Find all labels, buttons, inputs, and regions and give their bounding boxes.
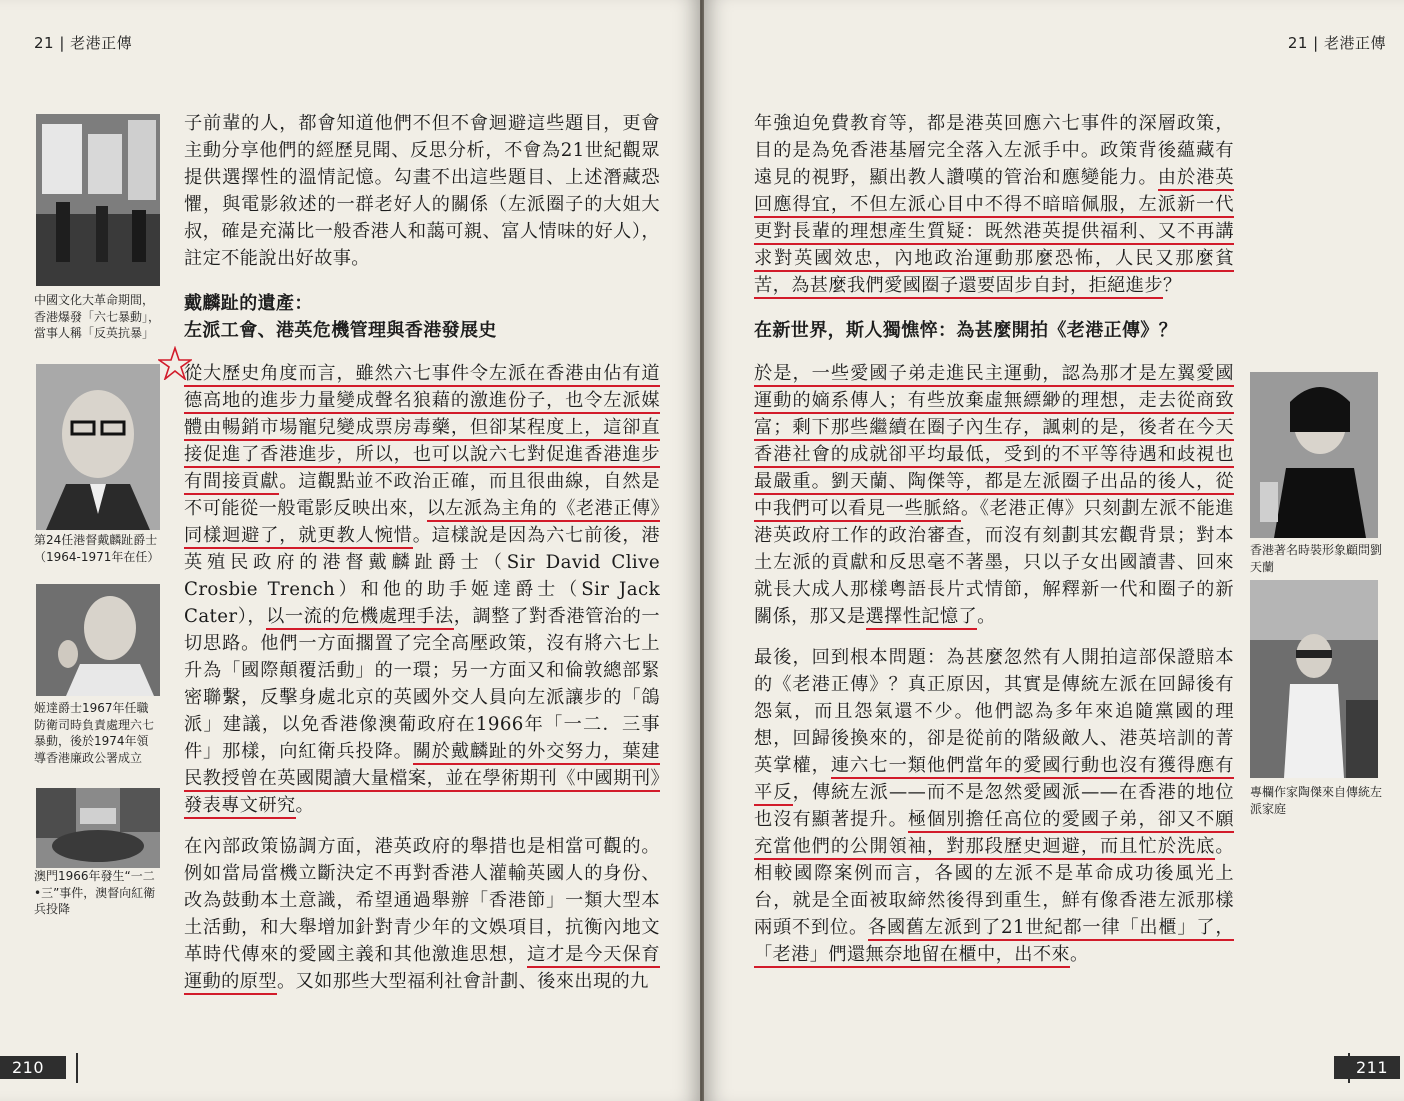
left-page (0, 0, 700, 1101)
text-segment: 。 (295, 795, 315, 816)
caption-trench: 第24任港督戴麟趾爵士（1964-1971年在任） (34, 533, 160, 564)
photo-riot-posters (36, 114, 160, 286)
underlined-text: 由於港英回應得宜，不但左派心目中不得不暗暗佩服，左派新一代更對長輩的理想產生質疑：既然港英提供福利、又不再講求對英國效忠，內地政治運動那麼恐怖，人民又那麼貧苦，為甚麼我們愛國圈子還要固步自封，拒絕進步 (754, 167, 1234, 299)
paragraph-1: 子前輩的人，都會知道他們不但不會迴避這些題目，更會主動分享他們的經歷見聞、反思分析，不會為21世紀觀眾提供選擇性的溫情記憶。勾畫不出這些題目、上述潛藏恐懼，與電影敘述的一群老好人的關係（左派圈子的大姐大叔，確是充滿比一般香港人和藹可親、富人情味的好人），註定不能說出好故事。 (184, 113, 660, 269)
text-segment: 。這觀點並不政治正確，而且很曲線，自然是不可能從一般電影反映出來， (184, 471, 660, 519)
caption-macau: 澳門1966年發生“一二•三”事件，澳督向紅衛兵投降 (34, 869, 156, 916)
caption-riot: 中國文化大革命期間，香港爆發「六七暴動」，當事人稱「反英抗暴」 (34, 293, 161, 340)
text-segment: 。 (1070, 944, 1089, 965)
section-heading (184, 290, 660, 344)
text-segment: 在內部政策協調方面，港英政府的舉措也是相當可觀的。例如當局當機立斷決定不再對香港人灌輸英國人的身份、改為鼓動本土意識，希望通過舉辦「香港節」一類大型本土活動，和大舉增加針對青少年的文娛項目，抗衡內地文革時代傳來的愛國主義和其他激進思想， (184, 836, 660, 965)
text-segment: 最後，回到根本問題：為甚麼忽然有人開拍這部保證賠本的《老港正傳》？真正原因，其實是傳統左派在回歸後有怨氣，而且怨氣還不少。他們認為多年來追隨黨國的理想，回歸後換來的，卻是從前的階級敵人、港英培訓的菁英掌權， (754, 647, 1234, 776)
photo-to-kit (1250, 580, 1378, 778)
page-number-right: 211 (1334, 1056, 1400, 1079)
page-number-left: 210 (0, 1056, 66, 1079)
underlined-text: 於是，一些愛國子弟走進民主運動，認為那才是左翼愛國運動的嫡系傳人；有些放棄虛無縹緲的理想，走去從商致富；剩下那些繼續在圈子內生存，諷刺的是，後者在今天香港社會的成就卻平均最低，受到的不平等待遇和歧視也最嚴重。劉天蘭、陶傑等，都是左派圈子出品的後人，從中我們可以看見一些脈絡 (754, 363, 1234, 522)
text-segment: 。相較國際案例而言，各國的左派不是革命成功後風光上台，就是全面被取締然後得到重生，鮮有像香港左派那樣兩頭不到位。 (754, 836, 1234, 938)
underlined-text: 這才是今天保育運動的原型 (184, 944, 660, 995)
caption-lau: 香港著名時裝形象顧問劉天蘭 (1250, 543, 1383, 574)
photo-jack-cater (36, 584, 160, 696)
photo-david-trench (36, 364, 160, 530)
text-segment: ？ (1162, 275, 1182, 296)
paragraph-3 (754, 644, 1234, 968)
underlined-text: 從大歷史角度而言，雖然六七事件令左派在香港由佔有道德高地的進步力量變成聲名狼藉的激進份子，也令左派媒體由暢銷市場寵兒變成票房毒藥，但卻某程度上，這卻直接促進了香港進步，所以，也可以說六七對促進香港進步有間接貢獻 (184, 363, 660, 495)
text-segment: ，傳統左派——而不是忽然愛國派——在香港的地位也沒有顯著提升。 (754, 782, 1234, 830)
underlined-text: 選擇性記憶了 (866, 606, 978, 630)
right-body-text (754, 110, 1234, 982)
text-segment: 。 (977, 606, 996, 627)
text-segment: 。這樣說是因為六七前後，港英殖民政府的港督戴麟趾爵士（Sir David Clive Crosbie Trench）和他的助手姬達爵士（Sir Jack Cater）， (184, 525, 660, 627)
heading-line-1: 戴麟趾的遺產： (184, 293, 313, 314)
underlined-text: 以左派為主角的《老港正傳》同樣迴避了，就更教人惋惜 (184, 498, 660, 549)
underlined-text: 各國舊左派到了21世紀都一律「出櫃」了，「老港」們還無奈地留在櫃中，出不來 (754, 917, 1234, 968)
heading-line-2: 左派工會、港英危機管理與香港發展史 (184, 320, 497, 341)
text-segment: ，調整了對香港管治的一切思路。他們一方面擱置了完全高壓政策，沒有將六七上升為「國際顛覆活動」的一環；另一方面又和倫敦總部緊密聯繫，反擊身處北京的英國外交人員向左派讓步的「鴿派」建議，以免香港像澳葡政府在1966年「一二．三事件」那樣，向紅衛兵投降。 (184, 606, 660, 762)
underlined-text: 關於戴麟趾的外交努力，葉建民教授曾在英國閱讀大量檔案，並在學術期刊《中國期刊》發表專文研究 (184, 741, 660, 819)
underlined-text: 以一流的危機處理手法 (266, 606, 454, 630)
folio-rule-left (76, 1053, 78, 1083)
running-head-right: 21 | 老港正傳 (1287, 34, 1386, 52)
right-page (704, 0, 1404, 1101)
paragraph-3 (184, 833, 660, 995)
caption-cater: 姬達爵士1967年任職防衛司時負責處理六七暴動，後於1974年領導香港廉政公署成立 (34, 701, 155, 765)
photo-lau-tin-lan (1250, 372, 1378, 538)
caption-to-kit: 專欄作家陶傑來自傳統左派家庭 (1250, 785, 1383, 816)
section-heading: 在新世界，斯人獨憔悴：為甚麼開拍《老港正傳》？ (754, 320, 1178, 341)
text-segment: 。又如那些大型福利社會計劃、後來出現的九 (276, 971, 649, 992)
paragraph-2 (184, 360, 660, 819)
running-head-left: 21 | 老港正傳 (34, 34, 133, 52)
left-body-text (184, 110, 660, 1009)
paragraph-2 (754, 360, 1234, 630)
underlined-text: 連六七一類他們當年的愛國行動也沒有獲得應有平反 (754, 755, 1234, 806)
underlined-text: 極個別擔任高位的愛國子弟，卻又不願充當他們的公開領袖，對那段歷史迴避，而且忙於洗底 (754, 809, 1234, 860)
text-segment: 年強迫免費教育等，都是港英回應六七事件的深層政策，目的是為免香港基層完全落入左派手中。政策背後蘊藏有遠見的視野，顯出教人讚嘆的管治和應變能力。 (754, 113, 1234, 188)
paragraph-1 (754, 110, 1234, 299)
photo-macau-1966 (36, 788, 160, 868)
text-segment: 。《老港正傳》只刻劃左派不能進港英政府工作的政治審查，而沒有刻劃其宏觀背景；對本土左派的貢獻和反思毫不著墨，只以子女出國讀書、回來就長大成人那樣粵語長片式情節，解釋新一代和圈子的新關係，那又是 (754, 498, 1234, 627)
